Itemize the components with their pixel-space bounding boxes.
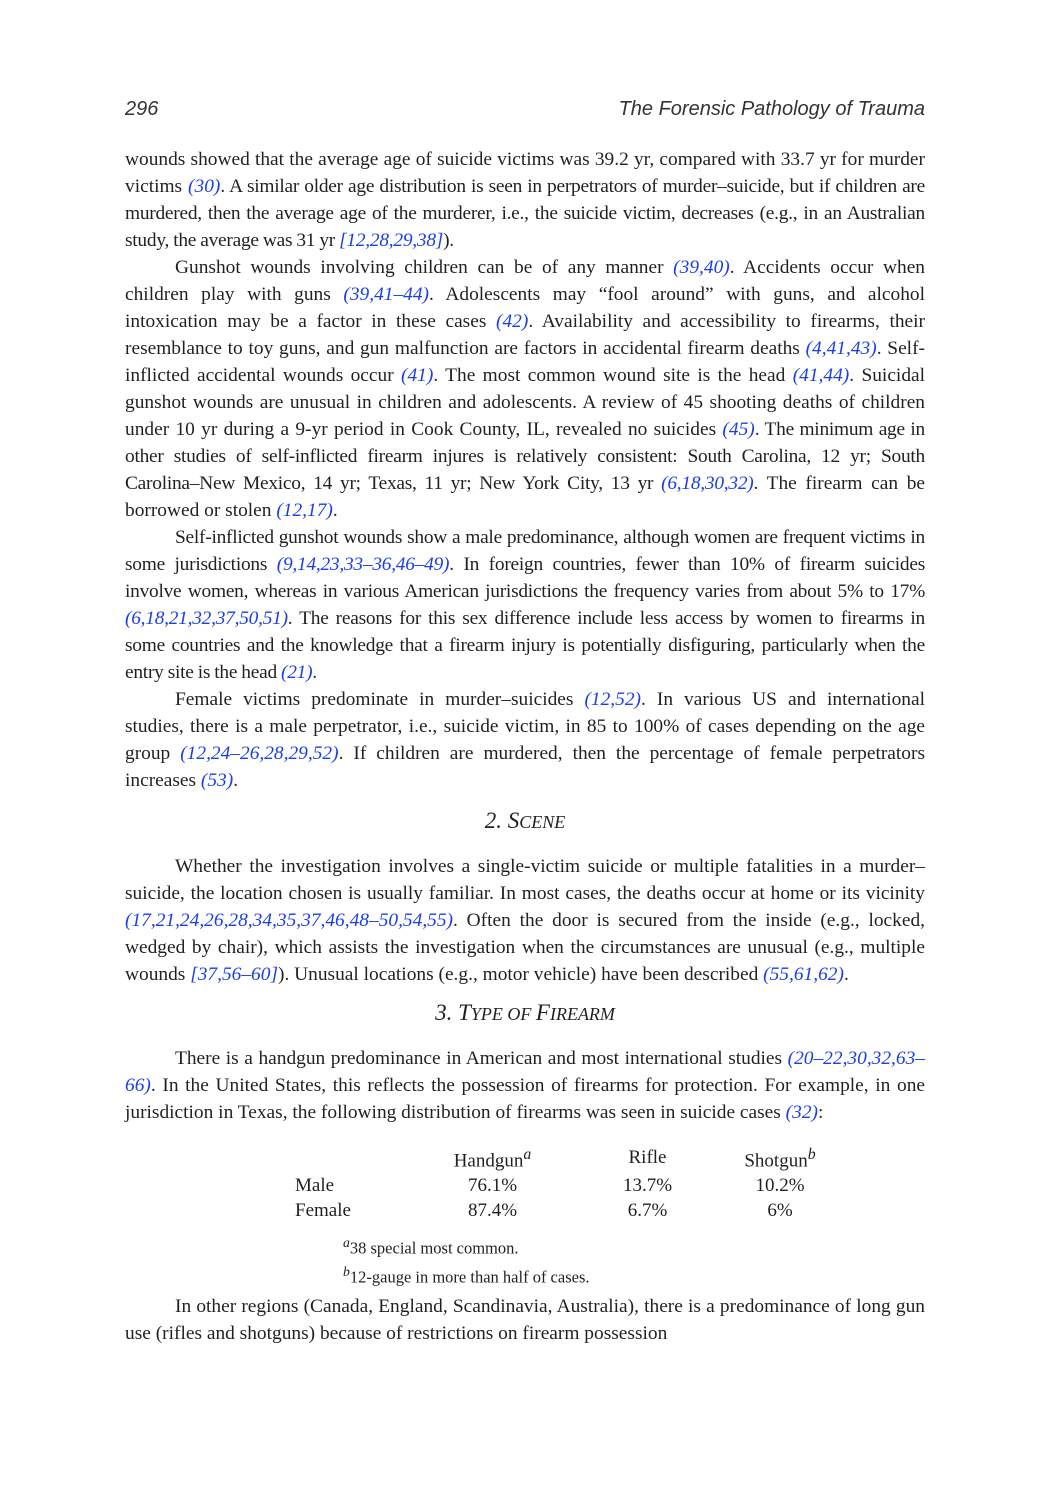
column-header-rifle [570,1142,725,1173]
paragraph-sex-predominance [125,524,925,686]
text-run: . The minimum age in other studies of self-inflicted firearm injures is relatively consistent: South Carolina, 12 yr; South Carolina–New Mexico, 14 yr; Texas, 11 yr; New York City, 13 yr [125,419,925,494]
text-run: . The firearm can be borrowed or stolen [125,473,925,521]
text-run: . [332,500,338,521]
text-run: . In foreign countries, fewer than 10% of firearm suicides involve women, whereas in various American jurisdictions the frequency varies from about 5% to 17% [125,554,925,602]
footnote-text: 38 special most common. [349,1238,519,1258]
citation-link[interactable]: (45) [722,419,755,440]
firearm-distribution-table [295,1142,835,1223]
table-footnotes [343,1231,925,1288]
column-header-shotgun [725,1142,835,1173]
text-run: . [312,662,317,683]
section-number: 2. [484,808,508,833]
paragraph-children [125,254,925,524]
section-heading-type-of-firearm [125,1000,925,1027]
text-run: . Suicidal gunshot wounds are unusual in children and adolescents. A review of 45 shooting deaths of children under 10 yr during a 9-yr period in Cook County, IL, revealed no suicides [125,365,926,440]
footnote-mark: b [807,1146,816,1163]
column-label: Rifle [628,1147,667,1169]
text-run: wounds showed that the average age of suicide victims was 39.2 yr, compared with 33.7 yr for murder victims [125,149,925,197]
citation-link[interactable]: (32) [785,1102,818,1123]
text-run: . Adolescents may “fool around” with guns, and alcohol intoxication may be a factor in these cases [125,284,925,332]
heading-initial: F [535,1000,550,1025]
text-run: . In the United States, this reflects the possession of firearms for protection. For example, in one jurisdiction in Texas, the following distribution of firearms was seen in suicide cases [125,1075,925,1123]
paragraph-scene [125,853,925,988]
citation-link[interactable]: (6,18,30,32) [661,473,754,494]
text-run: Gunshot wounds involving children can be of any manner [175,257,674,278]
footnote-mark: b [343,1263,350,1279]
table-cell: 6% [767,1200,793,1222]
table-cell: 87.4% [467,1200,518,1222]
table-corner-cell [295,1142,415,1173]
text-run: Self-inflicted gunshot wounds show a male predominance, although women are frequent victims in some jurisdictions [125,527,925,575]
text-run: Whether the investigation involves a single-victim suicide or multiple fatalities in a murder–suicide, the location chosen is usually familiar. In most cases, the deaths occur at home or its vicinity [125,856,925,904]
text-run: Female victims predominate in murder–suicides [175,689,585,710]
text-run: In other regions (Canada, England, Scandinavia, Australia), there is a predominance of long gun use (rifles and shotguns) because of restrictions on firearm possession [125,1296,925,1345]
column-label: Handgun [453,1150,524,1172]
section-heading-scene [125,808,925,835]
heading-smallcaps: YPE [470,1004,503,1024]
heading-initial: T [458,1000,471,1025]
text-run: . Often the door is secured from the inside (e.g., locked, wedged by chair), which assists the investigation when the circumstances are unusual (e.g., multiple wounds [125,910,925,985]
heading-initial: S [507,808,520,833]
text-run: . If children are murdered, then the percentage of female perpetrators increases [125,743,925,791]
table-header-row [295,1142,835,1173]
table-row [295,1198,835,1223]
citation-link[interactable]: (21) [280,662,313,683]
citation-link[interactable]: (42) [496,311,529,332]
heading-smallcaps: IREARM [549,1004,615,1024]
table-cell: 13.7% [622,1175,673,1197]
running-title: The Forensic Pathology of Trauma [618,98,925,120]
row-label: Male [295,1175,335,1197]
text-run: . In various US and international studies, there is a male perpetrator, i.e., suicide victim, in 85 to 100% of cases depending on the age group [125,689,925,764]
citation-link[interactable]: (39,40) [673,257,730,278]
text-run: ). Unusual locations (e.g., motor vehicle) have been described [278,964,764,985]
heading-smallcaps: CENE [519,812,566,832]
section-number: 3. [435,1000,459,1025]
page-number: 296 [125,98,159,120]
citation-link[interactable]: (20–22,30,32,63–66) [125,1048,925,1096]
column-header-handgun [415,1142,570,1173]
footnote-mark: a [343,1235,350,1251]
table-cell: 76.1% [467,1175,518,1197]
citation-link[interactable]: (41,44) [792,365,850,386]
citation-link[interactable]: [37,56–60] [190,964,278,985]
citation-link[interactable]: (30) [188,176,221,197]
text-run: . [233,770,239,791]
column-label: Shotgun [744,1150,808,1172]
paragraph-murder-suicide [125,686,925,794]
paragraph-age-distribution [125,146,925,254]
text-run: . Availability and accessibility to firearms, their resemblance to toy guns, and gun malfunction are factors in accidental firearm deaths [125,311,925,359]
page-header [125,98,925,128]
table-cell: 6.7% [627,1200,668,1222]
paragraph-long-gun [125,1293,925,1347]
citation-link[interactable]: (9,14,23,33–36,46–49) [276,554,450,575]
text-run [125,176,925,251]
citation-link[interactable]: (12,24–26,28,29,52) [180,743,339,764]
citation-link[interactable]: (53) [200,770,234,791]
text-run: . [843,964,849,985]
table-footnote [343,1260,925,1289]
table-row [295,1173,835,1198]
row-label: Female [295,1200,351,1222]
citation-link[interactable]: (55,61,62) [763,964,844,985]
paragraph-handgun [125,1045,925,1126]
citation-link[interactable]: (41) [401,365,434,386]
citation-link[interactable]: (17,21,24,26,28,34,35,37,46,48–50,54,55) [125,910,454,931]
text-run: ). [443,230,454,251]
text-run: . The reasons for this sex difference include less access by women to firearms in some countries and the knowledge that a firearm injury is potentially disfiguring, particularly when the entry site is the head [125,608,925,683]
citation-link[interactable]: (4,41,43) [805,338,877,359]
body-text [125,146,925,1347]
footnote-text: 12-gauge in more than half of cases. [349,1267,590,1287]
heading-smallcaps: OF [502,1004,536,1024]
footnote-mark: a [523,1146,532,1163]
citation-link[interactable]: [12,28,29,38] [339,230,444,251]
text-run: . The most common wound site is the head [433,365,793,386]
citation-link[interactable]: (12,52) [584,689,641,710]
citation-link[interactable]: (6,18,21,32,37,50,51) [125,608,288,629]
citation-link[interactable]: (39,41–44) [343,284,430,305]
text-run: : [817,1102,824,1123]
citation-link[interactable]: (12,17) [276,500,333,521]
text-run: . A similar older age distribution is seen in perpetrators of murder–suicide, but if children are murdered, then the average age of the murderer, i.e., the suicide victim, decreases (e.g., in an Australian study, the average was 31 yr [125,176,925,251]
table-cell: 10.2% [755,1175,805,1197]
text-run: . Self-inflicted accidental wounds occur [125,338,925,386]
table-footnote [343,1231,925,1260]
text-run: . Accidents occur when children play with guns [125,257,926,305]
text-run: There is a handgun predominance in American and most international studies [175,1048,788,1069]
